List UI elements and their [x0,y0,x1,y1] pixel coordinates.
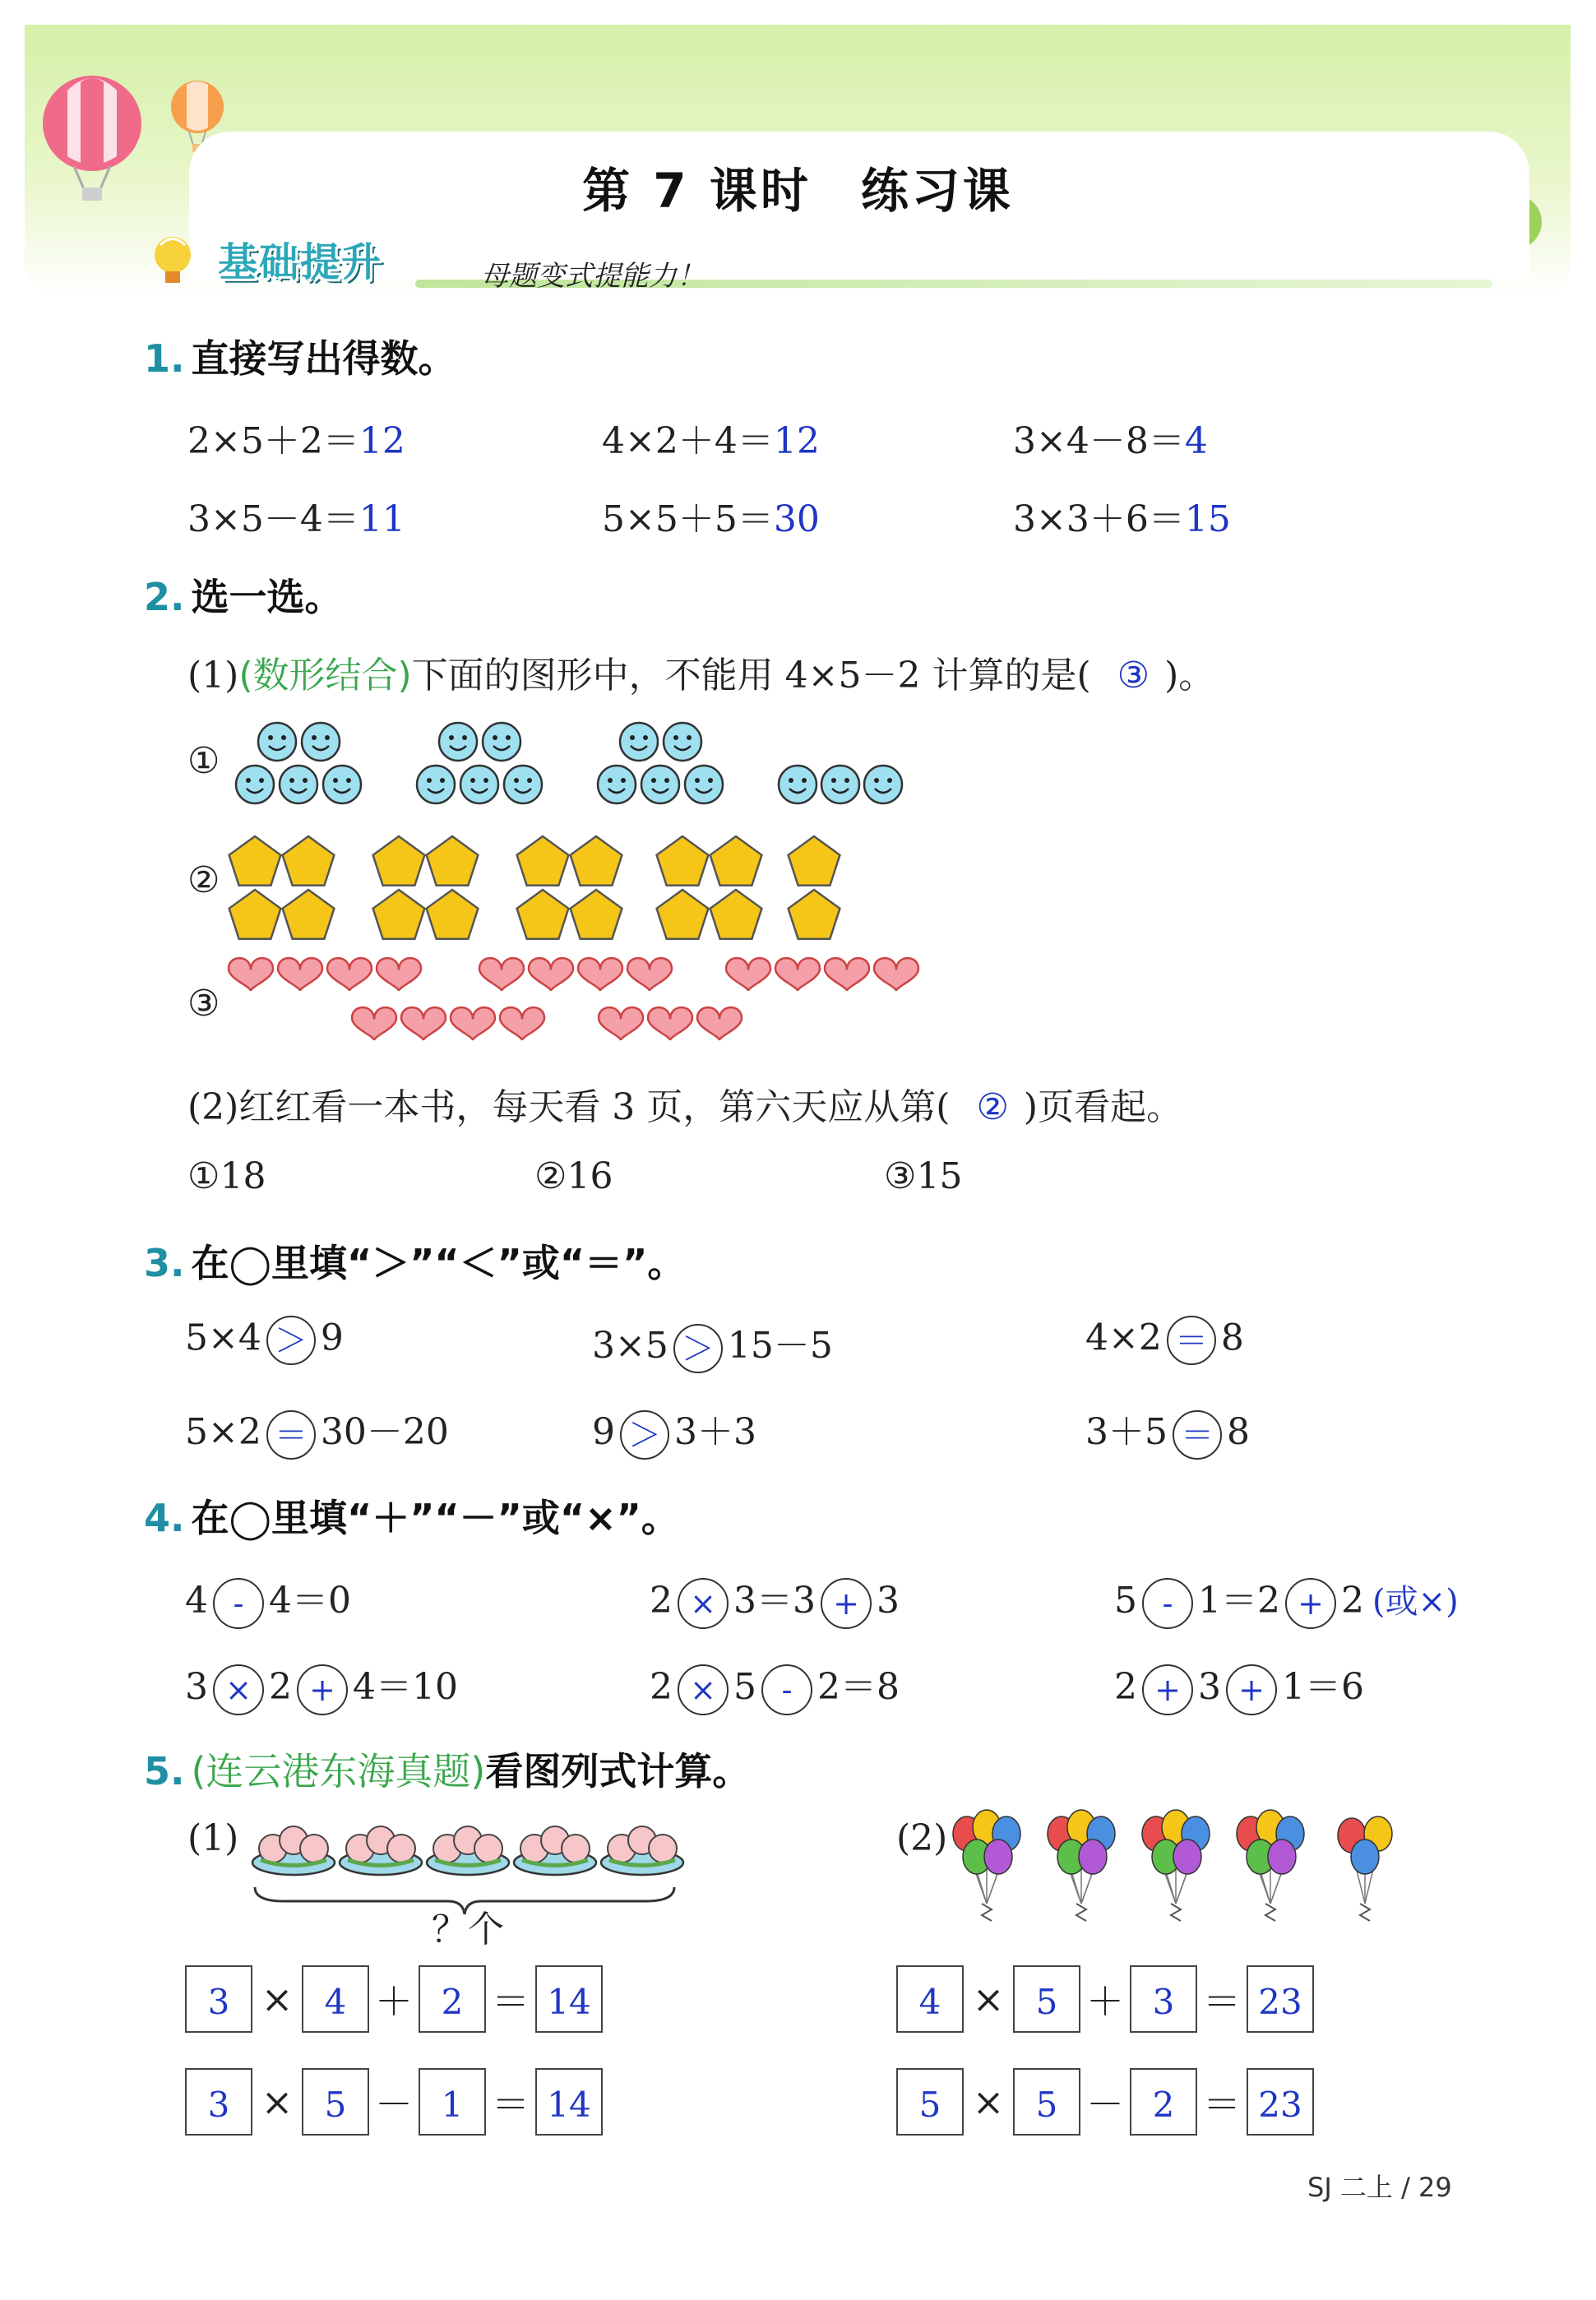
pentagon-icon [657,890,709,939]
section-badge: 基础提升 [218,239,383,285]
q3-left: 3×5 [592,1325,668,1367]
q4-operand: 4＝10 [353,1666,458,1708]
q3-left: 5×4 [185,1317,261,1359]
q4-answer-circle: + [1142,1664,1193,1715]
q3-item [592,1402,756,1460]
q3-right: 8 [1227,1411,1250,1453]
smiley-icon [504,766,542,803]
operator: ＋ [375,1979,413,2024]
balloon-bunch-icon [1237,1810,1304,1921]
pentagon-icon [789,890,840,939]
q1-expr: 4×2＋4＝ [602,420,774,462]
pentagon-icon [657,836,709,886]
q1-answer: 12 [359,420,405,462]
balloon-bunch-icon [1142,1810,1210,1921]
q4-operand: 2 [650,1666,673,1708]
q1-item [1013,489,1231,542]
answer-box: 4 [302,1965,369,2033]
smiley-icon [280,766,317,803]
q2-part1-number: (1) [187,655,239,696]
q5-equation-row [185,2068,603,2136]
q3-prompt: 在◯里填“＞”“＜”或“＝”。 [191,1241,686,1285]
q3-left: 9 [592,1411,615,1453]
q3-item [185,1316,344,1365]
heart-icon [229,958,273,991]
q4-operand: 3 [877,1580,900,1622]
heart-icon [599,1007,643,1040]
pentagon-icon [283,890,335,939]
q4-prompt: 在◯里填“＋”“－”或“×”。 [191,1496,679,1540]
operator: × [261,1977,294,2021]
pentagon-icon [427,836,479,886]
q4-answer-circle: + [1226,1664,1277,1715]
balloon-bunch-icon [953,1810,1020,1921]
peach-plate-icon [252,1826,335,1875]
q4-item [1114,1657,1364,1715]
q4-operand: 4＝0 [269,1580,351,1622]
smiley-icon [460,766,498,803]
lesson-title [0,152,1596,221]
answer-box: 23 [1247,1965,1314,2033]
heart-icon [479,958,524,991]
q4-operand: 5 [733,1666,756,1708]
pentagon-icon [373,836,425,886]
q2-part1 [187,646,1214,698]
answer-box: 4 [896,1965,964,2033]
smiley-icon [439,723,477,761]
q1-expr: 3×4－8＝ [1013,420,1185,462]
q4-operand: 2 [650,1580,673,1622]
answer-box: 5 [302,2068,369,2136]
q3-number: 3. [144,1241,185,1285]
q3-right: 8 [1220,1317,1244,1359]
q1-item [187,489,405,542]
q3-answer-circle: ＝ [1173,1410,1222,1460]
operator: × [972,1977,1005,2021]
q1-answer: 30 [773,498,820,540]
pentagon-icon [427,890,479,939]
answer-box: 2 [419,1965,486,2033]
q4-answer-circle: × [678,1578,729,1629]
answer-box: 1 [419,2068,486,2136]
peach-plates [247,1817,691,1891]
q4-item [1114,1571,1459,1629]
answer-box: 3 [185,1965,252,2033]
peach-plate-icon [340,1826,422,1875]
smiley-icon [664,723,701,761]
q2-part1-end: )。 [1164,655,1215,696]
q5-source: (连云港东海真题) [191,1749,486,1793]
smiley-icon [417,766,455,803]
heart-icon [775,958,820,991]
answer-box: 14 [535,2068,603,2136]
q2-choice: ②16 [534,1155,613,1197]
q3-item [592,1316,833,1373]
smiley-icon [598,766,636,803]
operator: ＝ [1203,2082,1241,2126]
q2-number: 2. [144,575,185,619]
operator: × [972,2080,1005,2124]
heart-icon [401,1007,446,1040]
q5-heading [144,1742,750,1796]
heart-icon [578,958,622,991]
q4-item [185,1571,351,1629]
q1-item [602,489,820,542]
q5-equation-row [896,1965,1314,2033]
q1-item [602,411,820,464]
answer-box: 23 [1247,2068,1314,2136]
q4-answer-circle: × [678,1664,729,1715]
q4-heading [144,1488,679,1543]
q5-part2-label: (2) [896,1817,948,1859]
pentagon-icon [789,836,840,886]
smiley-icon [258,723,296,761]
q4-operand: 2 [1341,1580,1364,1622]
q2-part1-answer: ③ [1117,655,1150,696]
heart-icon [451,1007,495,1040]
q1-item [187,411,405,464]
smiley-icon [864,766,902,803]
q4-operand: 5 [1114,1580,1137,1622]
q4-answer-circle: - [1142,1578,1193,1629]
q4-operand: 3 [185,1666,208,1708]
q1-answer: 15 [1184,498,1231,540]
q2-option-2-label: ② [187,859,220,901]
heart-icon [500,1007,544,1040]
section-tagline: 母题变式提能力！ [481,260,705,293]
operator: × [261,2080,294,2124]
q3-answer-circle: ＞ [266,1316,316,1365]
heart-icon [648,1007,692,1040]
peach-plate-icon [514,1826,596,1875]
q5-prompt: 看图列式计算。 [485,1749,751,1793]
q4-answer-circle: - [761,1664,812,1715]
q3-right: 3＋3 [674,1411,756,1453]
q3-answer-circle: ＞ [620,1410,669,1460]
q1-number: 1. [144,336,185,381]
q5-equation-row [896,2068,1314,2136]
q4-item [185,1657,458,1715]
q4-operand: 2 [269,1666,292,1708]
q4-operand: 4 [185,1580,208,1622]
balloon-bunch-icon [1338,1816,1392,1921]
q1-expr: 5×5＋5＝ [602,498,774,540]
q4-operand: 1＝6 [1282,1666,1364,1708]
balloon-bunch-icon [1048,1810,1115,1921]
heart-icon [825,958,869,991]
q2-prompt: 选一选。 [191,575,343,619]
answer-box: 14 [535,1965,603,2033]
q2-part2 [187,1077,1182,1130]
pentagon-icon [571,890,622,939]
q3-item [1085,1402,1250,1460]
section-bar [144,229,1492,294]
smiley-icon [323,766,361,803]
q4-answer-circle: + [1285,1578,1336,1629]
smiley-icon [483,723,520,761]
pentagon-icon [517,890,569,939]
pentagon-icon [229,836,281,886]
q5-question: ？个 [432,1909,504,1951]
answer-box: 5 [896,2068,964,2136]
q5-part1-label: (1) [187,1817,239,1859]
q4-answer-circle: + [821,1578,872,1629]
smiley-icon [641,766,679,803]
smiley-icon [302,723,340,761]
q5-number: 5. [144,1749,185,1793]
pentagon-groups [226,835,867,950]
q2-option-3-label: ③ [187,983,220,1025]
q2-part1-text: 下面的图形中，不能用 4×5－2 计算的是( [411,655,1091,696]
heart-icon [697,1007,742,1040]
q4-answer-circle: - [213,1578,264,1629]
q3-answer-circle: ＝ [266,1410,316,1460]
answer-box: 5 [1013,1965,1080,2033]
q2-part2-answer: ② [976,1086,1009,1128]
q2-choice: ③15 [884,1155,963,1197]
q2-part2-end: )页看起。 [1023,1086,1183,1128]
heart-icon [327,958,372,991]
q3-left: 4×2 [1085,1317,1162,1359]
q3-right: 15－5 [727,1325,833,1367]
heart-icon [352,1007,396,1040]
q1-answer: 11 [359,498,405,540]
smiley-icon [779,766,817,803]
q3-left: 3＋5 [1085,1411,1168,1453]
q3-item [1085,1316,1244,1365]
q3-answer-circle: ＞ [673,1324,723,1373]
q1-expr: 3×3＋6＝ [1013,498,1185,540]
pentagon-icon [517,836,569,886]
q3-heading [144,1233,685,1288]
heart-icon [874,958,918,991]
q4-item [650,1571,900,1629]
q4-operand: 2 [1114,1666,1137,1708]
q4-operand: 3 [1198,1666,1221,1708]
page-footer: SJ 二上 / 29 [1307,2172,1452,2203]
smiley-icon [236,766,274,803]
q3-right: 9 [320,1317,344,1359]
q2-part1-tag: (数形结合) [238,655,412,696]
operator: ＋ [1086,1979,1124,2024]
heart-groups [226,954,933,1069]
lightbulb-icon [144,229,210,294]
operator: － [375,2082,413,2126]
q4-answer-circle: + [297,1664,348,1715]
q5-equation-row [185,1965,603,2033]
q3-item [185,1402,449,1460]
q1-item [1013,411,1208,464]
q3-answer-circle: ＝ [1167,1316,1216,1365]
q1-answer: 4 [1184,420,1208,462]
q2-heading [144,567,342,622]
pentagon-icon [710,890,762,939]
q1-prompt: 直接写出得数。 [191,336,456,381]
answer-box: 2 [1130,2068,1197,2136]
smiley-icon [685,766,723,803]
q2-part2-text: (2)红红看一本书，每天看 3 页，第六天应从第( [187,1086,951,1128]
operator: ＝ [492,2082,530,2126]
answer-box: 5 [1013,2068,1080,2136]
pentagon-icon [710,836,762,886]
smiley-icon [821,766,859,803]
answer-box: 3 [1130,1965,1197,2033]
q4-operand: 2＝8 [817,1666,900,1708]
operator: ＝ [1203,1979,1241,2024]
heart-icon [726,958,770,991]
q4-operand: 3＝3 [733,1580,816,1622]
q2-option-1-label: ① [187,740,220,782]
q1-answer: 12 [773,420,820,462]
q1-expr: 3×5－4＝ [187,498,359,540]
q4-answer-circle: × [213,1664,264,1715]
q2-choice: ①18 [187,1155,266,1197]
peach-plate-icon [601,1826,683,1875]
q4-number: 4. [144,1496,185,1540]
answer-box: 3 [185,2068,252,2136]
pentagon-icon [373,890,425,939]
smiley-icon [620,723,658,761]
heart-icon [377,958,421,991]
operator: － [1086,2082,1124,2126]
q3-left: 5×2 [185,1411,261,1453]
pentagon-icon [571,836,622,886]
heart-icon [278,958,322,991]
q4-operand: 1＝2 [1198,1580,1280,1622]
pentagon-icon [229,890,281,939]
pentagon-icon [283,836,335,886]
q4-item [650,1657,900,1715]
q1-expr: 2×5＋2＝ [187,420,359,462]
heart-icon [529,958,573,991]
operator: ＝ [492,1979,530,2024]
lesson-number: 第 7 课时 [582,163,812,219]
q1-heading [144,329,456,383]
q3-right: 30－20 [320,1411,449,1453]
lesson-name: 练习课 [860,163,1014,219]
peach-plate-icon [427,1826,509,1875]
smiley-groups [222,715,929,814]
heart-icon [627,958,672,991]
q4-alt-answer: (或×) [1372,1583,1459,1621]
balloon-bunches [954,1809,1414,1932]
